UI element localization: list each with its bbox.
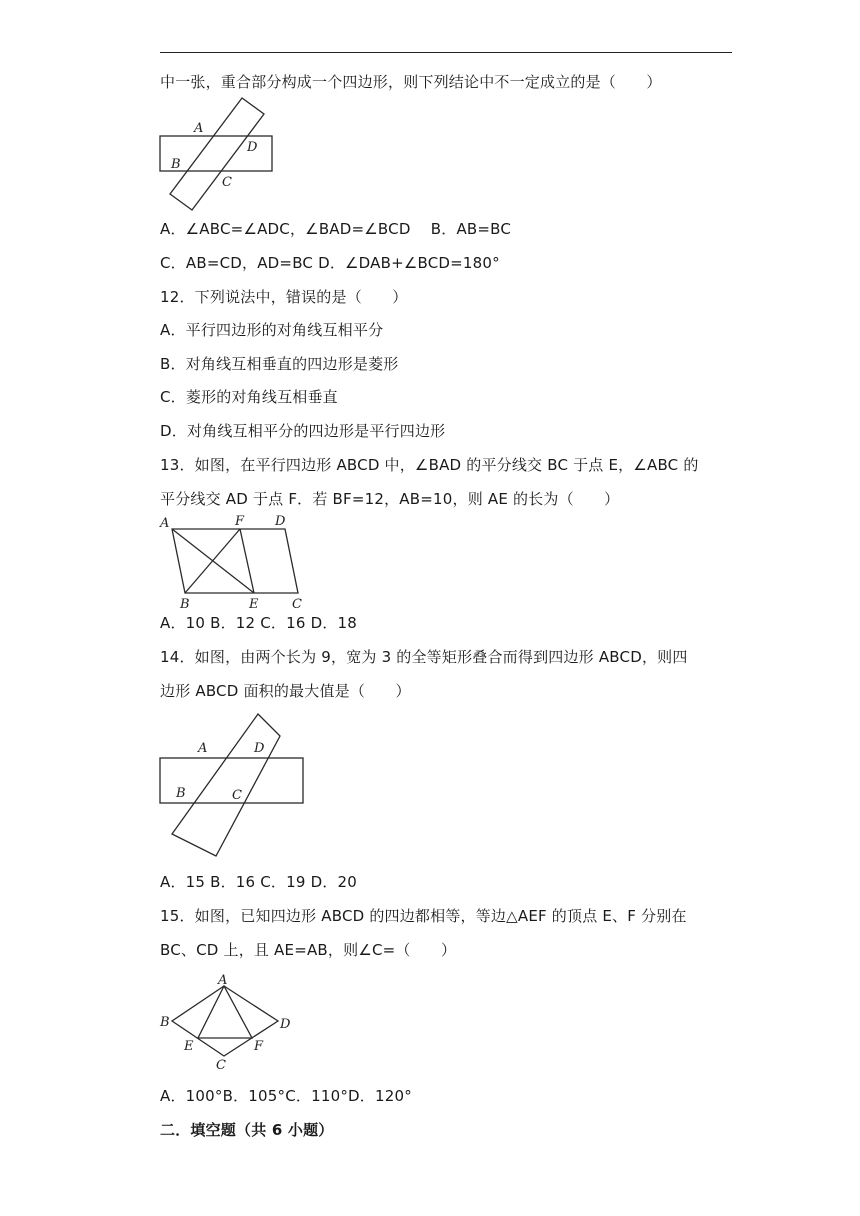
q12-stem: 12．下列说法中，错误的是（ ） xyxy=(160,288,408,306)
q15-stem-line2: BC、CD 上，且 AE=AB，则∠C=（ ） xyxy=(160,941,457,959)
q14-label-b: B xyxy=(176,786,186,801)
q14-stem-line1: 14．如图，由两个长为 9，宽为 3 的全等矩形叠合而得到四边形 ABCD，则四 xyxy=(160,648,688,666)
q13-label-f: F xyxy=(235,514,245,529)
q13-label-d: D xyxy=(275,514,286,529)
q11-figure xyxy=(158,96,278,214)
q14-options: A．15 B．16 C．19 D．20 xyxy=(160,873,358,891)
section-heading: 二．填空题（共 6 小题） xyxy=(160,1121,334,1139)
q13-options: A．10 B．12 C．16 D．18 xyxy=(160,614,358,632)
q15-label-d: D xyxy=(280,1017,291,1032)
q12-option-a: A．平行四边形的对角线互相平分 xyxy=(160,321,384,339)
q14-label-a: A xyxy=(198,741,208,756)
q15-label-c: C xyxy=(216,1058,226,1073)
q13-label-b: B xyxy=(180,597,190,612)
q15-figure xyxy=(156,972,296,1078)
q11-options-line1: A．∠ABC=∠ADC，∠BAD=∠BCD B．AB=BC xyxy=(160,220,512,238)
q15-label-a: A xyxy=(218,973,228,988)
q14-slanted-rectangle xyxy=(172,714,280,856)
header-rule xyxy=(160,52,732,53)
q15-options: A．100°B．105°C．110°D．120° xyxy=(160,1087,412,1105)
q13-segment-bf xyxy=(185,529,240,593)
q15-label-f: F xyxy=(254,1039,264,1054)
q14-stem-line2: 边形 ABCD 面积的最大值是（ ） xyxy=(160,682,411,700)
q14-label-d: D xyxy=(254,741,265,756)
q14-figure xyxy=(158,710,308,860)
q11-options-line2: C．AB=CD，AD=BC D．∠DAB+∠BCD=180° xyxy=(160,254,500,272)
q13-label-a: A xyxy=(160,516,170,531)
q13-figure xyxy=(158,512,308,612)
q12-option-d: D．对角线互相平分的四边形是平行四边形 xyxy=(160,422,446,440)
q11-label-b: B xyxy=(171,157,181,172)
q11-label-a: A xyxy=(194,121,204,136)
q11-stem-tail: 中一张，重合部分构成一个四边形，则下列结论中不一定成立的是（ ） xyxy=(160,73,662,91)
q13-stem-line1: 13．如图，在平行四边形 ABCD 中，∠BAD 的平分线交 BC 于点 E，∠ABC 的 xyxy=(160,456,699,474)
q15-stem-line1: 15．如图，已知四边形 ABCD 的四边都相等，等边△AEF 的顶点 E、F 分别在 xyxy=(160,907,687,925)
q12-option-c: C．菱形的对角线互相垂直 xyxy=(160,388,338,406)
q15-label-e: E xyxy=(184,1039,194,1054)
q13-stem-line2: 平分线交 AD 于点 F．若 BF=12，AB=10，则 AE 的长为（ ） xyxy=(160,490,620,508)
q13-label-e: E xyxy=(249,597,259,612)
q12-option-b: B．对角线互相垂直的四边形是菱形 xyxy=(160,355,399,373)
q13-parallelogram xyxy=(172,529,298,593)
q11-label-c: C xyxy=(222,175,232,190)
q14-label-c: C xyxy=(232,788,242,803)
q15-label-b: B xyxy=(160,1015,170,1030)
q11-label-d: D xyxy=(247,140,258,155)
q13-label-c: C xyxy=(292,597,302,612)
q15-equilateral-triangle xyxy=(198,986,252,1038)
